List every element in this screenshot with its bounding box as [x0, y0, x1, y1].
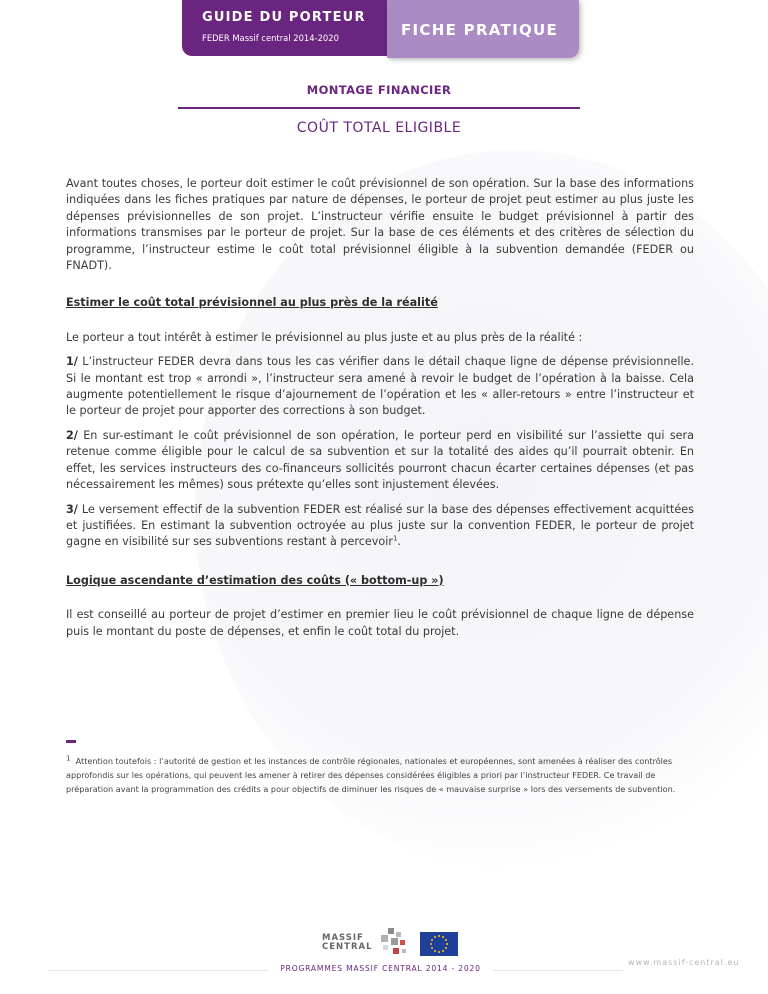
guide-subtitle: FEDER Massif central 2014-2020 — [202, 33, 339, 43]
item-text: En sur-estimant le coût prévisionnel de son opération, le porteur perd en visibilité sur l’assiette qui sera retenue comme éligible pour le calcul de sa subvention et sur la totalité des aides qu’il pourrait obtenir. En effet, les services instructeurs des co-financeurs sollicités pourront chacun écarter certaines dépenses (et pas nécessairement les mêmes) sous prétexte qu’elles sont injustement élevées. — [66, 428, 694, 492]
footnote — [66, 754, 696, 796]
item-number: 1/ — [66, 355, 78, 369]
numbered-paragraph-1 — [66, 354, 694, 420]
logo-line-1: MASSIF — [322, 933, 364, 943]
website-link[interactable]: www.massif-central.eu — [628, 958, 740, 967]
item-number: 2/ — [66, 428, 78, 442]
item-text: L’instructeur FEDER devra dans tous les cas vérifier dans le détail chaque ligne de dépense prévisionnelle. Si le montant est trop « arrondi », l’instructeur sera amené à revoir le budget de l’opération à la baisse. Cela augmente potentiellement le risque d’ajournement de l’opération et les « aller-retours » entre l’instructeur et le porteur de projet pour apporter des corrections à son budget. — [66, 355, 695, 418]
section2-paragraph: Il est conseillé au porteur de projet d’estimer en premier lieu le coût prévisionnel de chaque ligne de dépense puis le montant du poste de dépenses, et enfin le coût total du projet. — [66, 608, 694, 638]
guide-title: GUIDE DU PORTEUR — [202, 10, 366, 25]
section1-heading: Estimer le coût total prévisionnel au plus près de la réalité — [66, 296, 438, 310]
footnote-marker: 1 — [66, 754, 71, 763]
logo-line-2: CENTRAL — [322, 942, 373, 952]
footnote-text: Attention toutefois : l’autorité de gestion et les instances de contrôle régionales, nationales et européennes, sont amenées à réaliser des contrôles approfondis sur les opérations, qui peuvent les amener à retirer des dépenses considérées éligibles a priori par l’instructeur FEDER. Ce travail de préparation avant la programmation des crédits a pour objectifs de diminuer les risques de « mauvaise surprise » lors des versements de subvention. — [66, 756, 676, 794]
section2-heading: Logique ascendante d’estimation des coûts (« bottom-up ») — [66, 573, 444, 587]
massif-central-logo — [322, 934, 373, 952]
section1-lead: Le porteur a tout intérêt à estimer le prévisionnel au plus juste et au plus près de la réalité : — [66, 330, 583, 344]
item-number: 3/ — [66, 502, 78, 516]
massif-central-logo-icon — [374, 926, 410, 962]
footer-rule-right — [493, 970, 623, 971]
footer-rule-left — [48, 970, 268, 971]
footer-programmes: PROGRAMMES MASSIF CENTRAL 2014 - 2020 — [280, 964, 481, 973]
numbered-paragraph-3 — [66, 502, 694, 551]
fiche-header-tab — [387, 0, 579, 58]
title-divider — [178, 107, 580, 109]
fiche-label: FICHE PRATIQUE — [401, 21, 559, 39]
footnote-reference[interactable]: 1 — [392, 534, 398, 543]
main-content — [66, 176, 694, 640]
footnote-divider — [66, 740, 76, 743]
page-title: COÛT TOTAL ELIGIBLE — [296, 120, 462, 136]
eu-flag-icon — [420, 932, 458, 956]
item-text: Le versement effectif de la subvention FEDER est réalisé sur la base des dépenses effectivement acquittées et justifiées. En estimant la subvention octroyée au plus juste sur la convention FEDER, le porteur de projet gagne en visibilité sur ses subventions restant à percevoir — [66, 502, 694, 549]
guide-header-tab — [182, 0, 387, 56]
intro-paragraph: Avant toutes choses, le porteur doit estimer le coût prévisionnel de son opération. Sur la base des informations indiquées dans les fiches pratiques par nature de dépenses, le porteur de projet peut estimer au plus juste les dépenses prévisionnelles de son projet. L’instructeur vérifie ensuite le budget prévisionnel à partir des informations transmises par le porteur de projet. Sur la base de ces éléments et des critères de sélection du programme, l’instructeur estime le coût total prévisionnel éligible à la subvention demandée (FEDER ou FNADT). — [66, 177, 694, 273]
numbered-paragraph-2 — [66, 428, 694, 494]
section-label: MONTAGE FINANCIER — [306, 83, 452, 97]
item-text-end: . — [397, 535, 401, 549]
